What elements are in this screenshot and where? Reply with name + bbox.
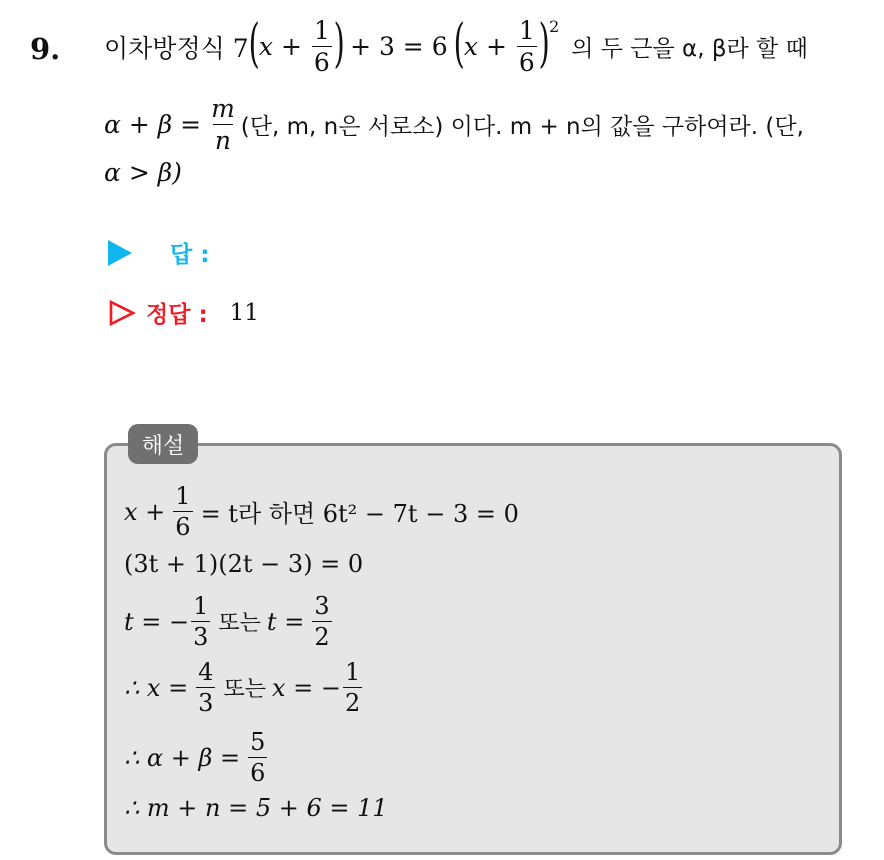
sol1-rest: = t라 하면 6t² − 7t − 3 = 0	[200, 500, 519, 528]
frac-denominator: 6	[250, 759, 266, 787]
sol1-lhs: x +	[124, 497, 166, 526]
frac-numerator: 1	[344, 658, 361, 686]
question-suffix: 의 두 근을 α, β라 할 때	[571, 36, 808, 62]
plus-sign: +	[273, 32, 310, 61]
frac-numerator: 1	[175, 482, 191, 510]
sol3-lhs: t = −	[124, 607, 190, 636]
outline-triangle-icon	[108, 299, 136, 327]
sol5-fraction	[248, 730, 267, 785]
sol4-fraction-2	[343, 660, 362, 715]
fraction-one-sixth	[312, 18, 332, 75]
answer-label: 답 :	[170, 242, 210, 268]
var-x: x	[258, 32, 274, 61]
frac-numerator: 1	[313, 16, 330, 45]
solution-line-5	[124, 730, 269, 785]
left-paren: (	[248, 13, 260, 74]
fraction-one-sixth-2	[517, 18, 537, 75]
sol3-fraction-1	[191, 594, 210, 649]
frac-numerator: 1	[518, 16, 535, 45]
solution-line-6: ∴ m + n = 5 + 6 = 11	[124, 794, 388, 822]
correct-answer-row	[108, 296, 259, 329]
plus-sign-2: +	[478, 32, 515, 61]
sol5-lhs: ∴ α + β =	[124, 743, 241, 772]
frac-denominator: 6	[518, 48, 535, 77]
frac-denominator: 3	[198, 689, 214, 717]
sol4-mid: x = −	[271, 673, 341, 702]
solution-line-4	[124, 660, 364, 715]
sol1-fraction	[173, 484, 192, 539]
question-line-2	[104, 96, 810, 153]
alpha-plus-beta: α + β =	[104, 110, 202, 139]
frac-denominator: 3	[193, 623, 209, 651]
question-number: 9.	[30, 32, 61, 66]
var-x-2: x	[463, 32, 479, 61]
correct-answer-label: 정답 :	[146, 302, 208, 328]
frac-numerator: m	[211, 94, 235, 123]
frac-denominator: 6	[175, 513, 191, 541]
left-paren-2: (	[453, 13, 465, 74]
question-line-3: α > β)	[104, 158, 182, 187]
exponent: 2	[549, 17, 560, 36]
right-paren: )	[333, 13, 345, 74]
fraction-m-over-n	[209, 96, 237, 153]
question-line-1	[104, 13, 814, 77]
frac-numerator: 5	[250, 728, 266, 756]
frac-denominator: 2	[314, 623, 330, 651]
solution-line-3	[124, 594, 334, 649]
frac-numerator: 3	[314, 592, 330, 620]
sol4-or: 또는	[223, 677, 266, 702]
question-condition: (단, m, n은 서로소) 이다. m + n의 값을 구하여라. (단,	[240, 114, 804, 140]
play-triangle-icon	[108, 240, 132, 266]
question-prefix: 이차방정식 7	[104, 33, 249, 63]
right-paren-2: )	[538, 13, 550, 74]
solution-title: 해설	[128, 424, 198, 464]
sol3-fraction-2	[312, 594, 331, 649]
sol4-lhs: ∴ x =	[124, 673, 189, 702]
answer-blank-row	[108, 236, 209, 269]
equation-mid: + 3 = 6	[350, 32, 448, 61]
correct-answer-value: 11	[229, 299, 259, 326]
solution-line-1	[124, 484, 519, 539]
frac-denominator: 6	[313, 48, 330, 77]
frac-denominator: 2	[344, 689, 361, 717]
sol4-fraction-1	[196, 660, 215, 715]
solution-line-2: (3t + 1)(2t − 3) = 0	[124, 550, 364, 578]
sol3-mid: t =	[266, 607, 305, 636]
frac-numerator: 4	[198, 658, 214, 686]
frac-numerator: 1	[193, 592, 209, 620]
sol3-or: 또는	[218, 611, 261, 636]
frac-denominator: n	[214, 126, 231, 155]
